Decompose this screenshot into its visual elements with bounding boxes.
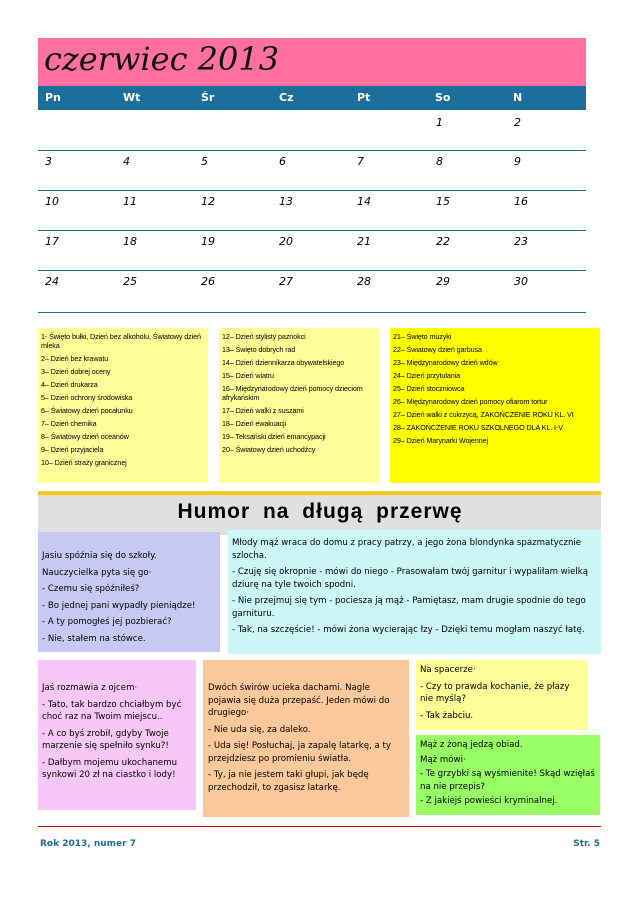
holiday-item: 13– Święto dobrych rad <box>222 345 296 354</box>
holiday-item: 25– Dzień stoczniowca <box>393 384 465 393</box>
holidays-column-1 <box>38 328 208 483</box>
holiday-item: 28– ZAKOŃCZENIE ROKU SZKOLNEGO DLA KL. I-V <box>393 423 563 432</box>
holiday-item: 5– Dzień ochrony środowiska <box>41 393 133 402</box>
calendar-day: 9 <box>514 155 521 168</box>
joke-box-1 <box>38 532 220 652</box>
joke-line: Młody mąż wraca do domu z pracy patrzy, a jego żona blondynka spazmatycznie szlocha. <box>232 538 582 561</box>
joke-line: - Uda się! Posłuchaj, ja zapalę latarkę, a ty przejdziesz po promieniu światła. <box>208 741 391 764</box>
calendar-row-divider <box>38 150 586 151</box>
joke-line: Na spacerze· <box>420 665 476 675</box>
calendar-day: 4 <box>123 155 130 168</box>
joke-box-3 <box>38 660 196 810</box>
holiday-item: 15– Dzień wiatru <box>222 371 274 380</box>
calendar-day: 19 <box>201 235 215 248</box>
holiday-item: 4– Dzień drukarza <box>41 380 98 389</box>
calendar-day: 8 <box>436 155 443 168</box>
joke-line: Dwóch świrów ucieka dachami. Nagle pojawia się duża przepaść. Jeden mówi do drugiego· <box>208 683 390 718</box>
calendar-day: 10 <box>45 195 59 208</box>
calendar-day: 29 <box>436 275 450 288</box>
holiday-item: 23– Międzynarodowy dzień wdów <box>393 358 498 367</box>
calendar-row-divider <box>38 190 586 191</box>
joke-line: - Tak, na szczęście! - mówi żona wycierając łzy - Dzięki temu mogłam naszyć łatę. <box>232 625 585 635</box>
footer-divider <box>38 826 601 827</box>
calendar-day: 27 <box>279 275 293 288</box>
holiday-item: 21– Święto muzyki <box>393 332 452 341</box>
calendar-day: 13 <box>279 195 293 208</box>
holiday-item: 20– Światowy dzień uchodźcy <box>222 445 316 454</box>
calendar-day: 11 <box>123 195 137 208</box>
holiday-item: 26– Międzynarodowy dzień pomocy ofiarom tortur <box>393 397 548 406</box>
joke-line: - Nie uda się, za daleko. <box>208 724 311 735</box>
calendar-day: 12 <box>201 195 215 208</box>
joke-line: - Ty, ja nie jestem taki głupi, jak będę przechodził, to zgasisz latarkę. <box>208 770 369 793</box>
calendar-day: 6 <box>279 155 286 168</box>
joke-box-4 <box>203 660 409 817</box>
joke-box-6 <box>416 735 600 815</box>
weekday-header <box>38 86 586 110</box>
joke-line: - Tato, tak bardzo chciałbym być choć raz na Twoim miejscu.. <box>42 699 182 722</box>
calendar-day: 5 <box>201 155 208 168</box>
joke-line: - A ty pomogłeś jej pozbierać? <box>42 617 172 627</box>
holiday-item: 16– Międzynarodowy dzień pomocy dzieciom afrykańskim <box>222 384 363 402</box>
calendar-day: 1 <box>436 116 443 129</box>
holiday-item: 1- Święto bułki, Dzień bez alkoholu, Światowy dzień mleka <box>41 332 201 350</box>
joke-line: - A co byś zrobił, gdyby Twoje marzenie się spełniło synku?! <box>42 728 169 751</box>
holidays-column-3 <box>390 328 600 483</box>
calendar-day: 18 <box>123 235 137 248</box>
joke-line: - Z jakiejś powieści kryminalnej. <box>420 796 558 806</box>
weekday-sat: So <box>435 91 451 104</box>
holiday-item: 2– Dzień bez krawatu <box>41 354 109 363</box>
calendar-day: 26 <box>201 275 215 288</box>
holiday-item: 10– Dzień straży granicznej <box>41 458 127 467</box>
calendar-day: 25 <box>123 275 137 288</box>
holiday-item: 6– Światowy dzień pocałunku <box>41 406 133 415</box>
footer-page-number: Str. 5 <box>573 839 600 849</box>
joke-line: - Dałbym mojemu ukochanemu synkowi 20 zł na ciastko i lody! <box>42 757 178 780</box>
holiday-item: 3– Dzień dobrej oceny <box>41 367 111 376</box>
joke-line: Nauczycielka pyta się go· <box>42 567 152 578</box>
holiday-item: 7– Dzień chemika <box>41 419 97 428</box>
calendar-row-divider <box>38 270 586 271</box>
holidays-column-2 <box>219 328 379 483</box>
holiday-item: 18– Dzień ewakuacji <box>222 419 287 428</box>
holiday-item: 14– Dzień dziennikarza obywatelskiego <box>222 358 345 367</box>
weekday-thu: Cz <box>279 91 294 104</box>
calendar-day: 16 <box>514 195 528 208</box>
joke-box-2 <box>228 530 601 654</box>
calendar-day: 14 <box>357 195 371 208</box>
joke-line: Mąż mówi· <box>420 754 466 765</box>
joke-line: Jaś rozmawia z ojcem· <box>42 683 138 693</box>
calendar-day: 21 <box>357 235 371 248</box>
holiday-item: 29– Dzień Marynarki Wojennej <box>393 436 488 445</box>
holiday-item: 12– Dzień stylisty paznokci <box>222 332 306 341</box>
calendar-day: 28 <box>357 275 371 288</box>
calendar-day: 2 <box>514 116 521 129</box>
holiday-item: 8– Światowy dzień oceanów <box>41 432 129 441</box>
weekday-sun: N <box>513 91 523 104</box>
calendar-day: 23 <box>514 235 528 248</box>
calendar-day: 3 <box>45 155 52 168</box>
calendar-day: 7 <box>357 155 364 168</box>
calendar-day: 24 <box>45 275 59 288</box>
joke-line: - Czy to prawda kochanie, że płazy nie myślą? <box>420 681 570 704</box>
joke-line: - Czuję się okropnie - mówi do niego - Prasowałam twój garnitur i wypaliłam wielką dziurę na tyle twoich spodni. <box>232 567 589 590</box>
calendar-day: 17 <box>45 235 59 248</box>
calendar-day: 30 <box>514 275 528 288</box>
calendar-day: 20 <box>279 235 293 248</box>
holiday-item: 9– Dzień przyjaciela <box>41 445 104 454</box>
holiday-item: 24– Dzień przytulania <box>393 371 461 380</box>
holiday-item: 27– Dzień walki z cukrzycą, ZAKOŃCZENIE ROKU KL. VI <box>393 410 574 419</box>
weekday-tue: Wt <box>123 91 141 104</box>
humor-title: Humor na długą przerwę <box>177 500 463 523</box>
calendar-row-divider <box>38 312 586 313</box>
weekday-mon: Pn <box>45 91 61 104</box>
holiday-item: 22– Światowy dzień garbusa <box>393 345 482 354</box>
joke-line: - Tak żabciu. <box>420 710 474 721</box>
joke-line: Jasiu spóźnia się do szkoły. <box>42 551 157 561</box>
joke-line: - Bo jednej pani wypadły pieniądze! <box>42 600 196 611</box>
calendar-day: 22 <box>436 235 450 248</box>
holiday-item: 19– Teksański dzień emancypacji <box>222 432 326 441</box>
joke-line: - Nie przejmuj się tym - pociesza ją mąż - Pamiętasz, mam drugie spodnie do tego garnituru. <box>232 596 586 619</box>
calendar-title: czerwiec 2013 <box>44 40 280 78</box>
calendar-row-divider <box>38 230 586 231</box>
joke-line: - Te grzybki są wyśmienite! Skąd wzięłaś na nie przepis? <box>420 769 595 792</box>
joke-line: - Czemu się spóźniłeś? <box>42 584 140 594</box>
weekday-wed: Śr <box>201 91 215 104</box>
weekday-fri: Pt <box>357 91 371 104</box>
footer-issue: Rok 2013, numer 7 <box>40 839 136 849</box>
joke-line: - Nie, stałem na stówce. <box>42 633 146 644</box>
holiday-item: 17– Dzień walki z suszami <box>222 406 304 415</box>
joke-line: Mąż z żoną jedzą obiad. <box>420 740 523 750</box>
joke-box-5 <box>416 660 588 730</box>
calendar-day: 15 <box>436 195 450 208</box>
